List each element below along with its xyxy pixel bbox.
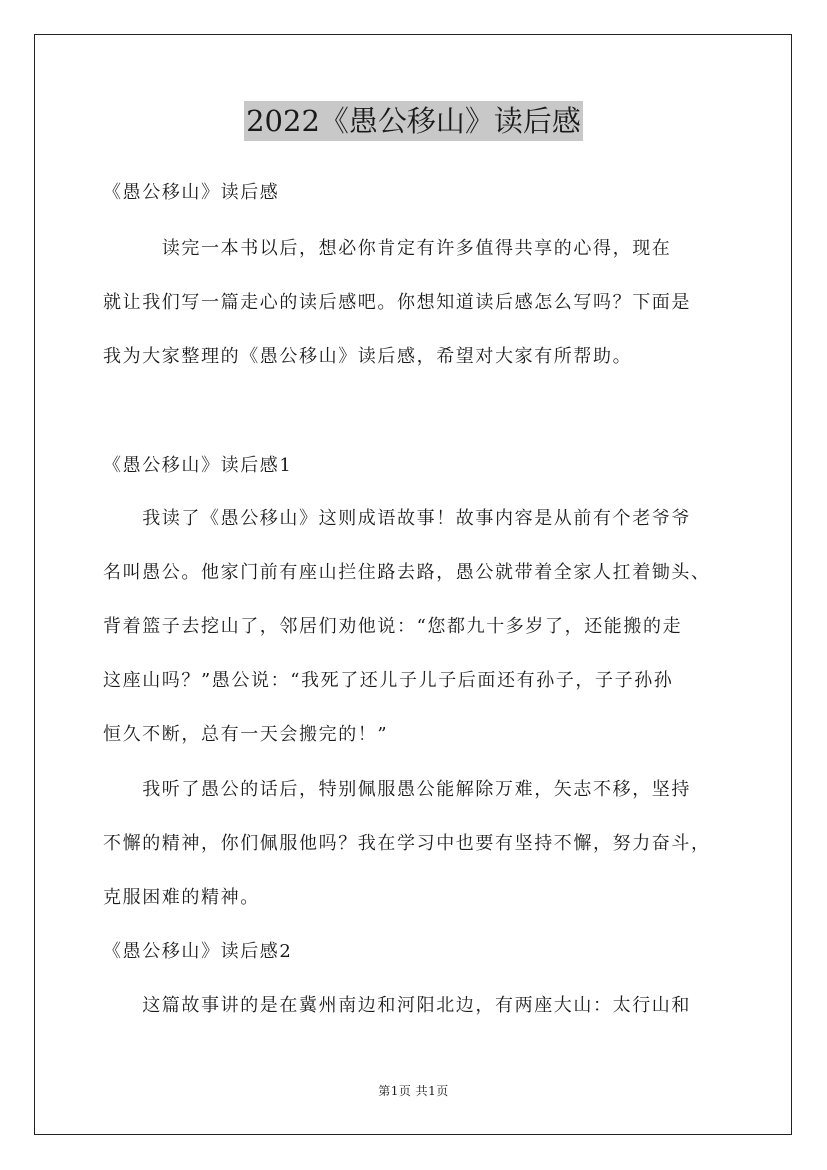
- paragraph-line: 就让我们写一篇走心的读后感吧。你想知道读后感怎么写吗？下面是: [103, 292, 691, 313]
- paragraph-line: 克服困难的精神。: [103, 887, 260, 908]
- paragraph-line: 我读了《愚公移山》这则成语故事！故事内容是从前有个老爷爷: [103, 508, 691, 529]
- section-heading: 《愚公移山》读后感: [103, 182, 280, 203]
- paragraph-line: 这座山吗？”愚公说：“我死了还儿子儿子后面还有孙子，子子孙孙: [103, 670, 674, 691]
- paragraph-line: 这篇故事讲的是在冀州南边和河阳北边，有两座大山：太行山和: [103, 995, 691, 1016]
- paragraph-line: 背着篮子去挖山了，邻居们劝他说：“您都九十多岁了，还能搬的走: [103, 616, 683, 637]
- paragraph-line: 名叫愚公。他家门前有座山拦住路去路，愚公就带着全家人扛着锄头、: [103, 562, 711, 583]
- document-title: 2022《愚公移山》读后感: [244, 101, 583, 141]
- paragraph-line: 不懈的精神，你们佩服他吗？我在学习中也要有坚持不懈，努力奋斗，: [103, 833, 711, 854]
- paragraph-line: 恒久不断，总有一天会搬完的！”: [103, 724, 389, 745]
- page-number: 第1页 共1页: [378, 1084, 449, 1098]
- title-container: [0, 101, 827, 141]
- paragraph-line: 我为大家整理的《愚公移山》读后感，希望对大家有所帮助。: [103, 346, 633, 367]
- paragraph-line: 读完一本书以后，想必你肯定有许多值得共享的心得，现在: [103, 238, 672, 259]
- paragraph-line: 我听了愚公的话后，特别佩服愚公能解除万难，矢志不移，坚持: [103, 779, 691, 800]
- section-heading: 《愚公移山》读后感1: [103, 455, 293, 476]
- section-heading: 《愚公移山》读后感2: [103, 941, 293, 962]
